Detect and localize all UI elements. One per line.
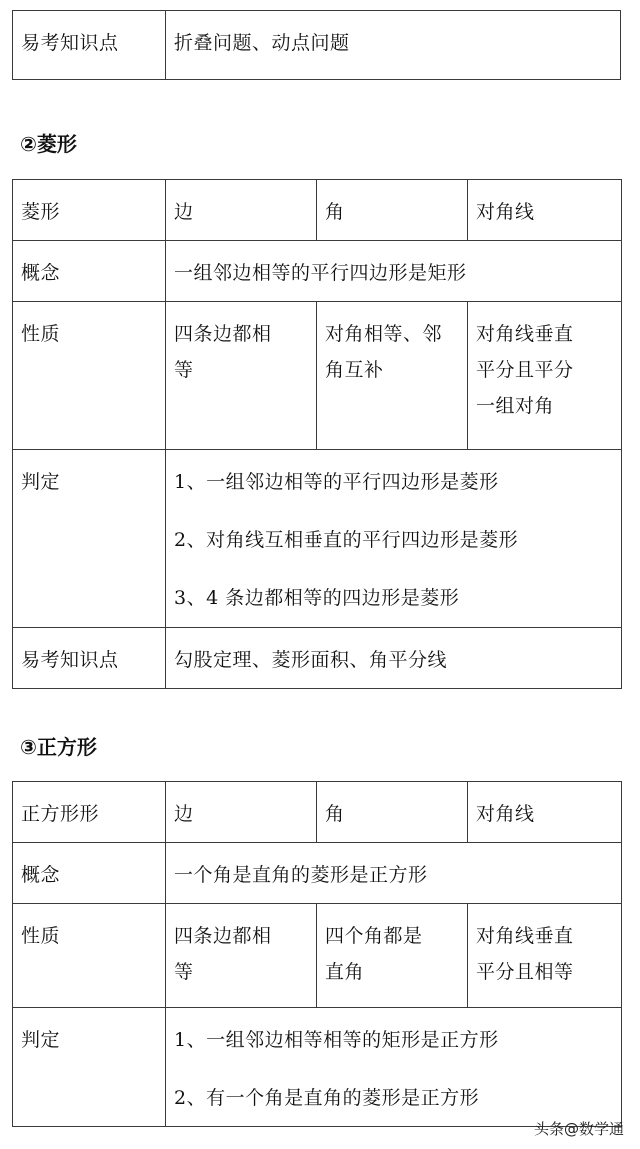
row-label: 性质 (13, 904, 166, 1008)
header-cell: 菱形 (13, 180, 166, 241)
table-row (13, 843, 622, 904)
property-edge (166, 904, 317, 1008)
cell-line: 角互补 (325, 359, 384, 381)
table-row (13, 302, 622, 450)
cell-line: 等 (174, 359, 194, 381)
cell-line: 对角相等、邻 (325, 323, 443, 345)
cell-line: 四个角都是 (325, 925, 423, 947)
row-label: 易考知识点 (13, 628, 166, 689)
table-row (13, 1008, 622, 1127)
cell-line: 等 (174, 961, 194, 983)
list-item: 2、对角线互相垂直的平行四边形是菱形 (174, 529, 519, 551)
cell-line: 平分且相等 (476, 961, 574, 983)
row-value: 一个角是直角的菱形是正方形 (166, 843, 622, 904)
section-heading-rhombus: ②菱形 (20, 132, 77, 156)
row-value: 一组邻边相等的平行四边形是矩形 (166, 241, 622, 302)
list-item: 1、一组邻边相等的平行四边形是菱形 (174, 471, 499, 493)
property-diagonal (468, 904, 622, 1008)
row-label: 判定 (13, 450, 166, 628)
list-item: 3、4 条边都相等的四边形是菱形 (174, 587, 460, 609)
section-heading-square: ③正方形 (20, 735, 97, 759)
table-row (13, 628, 622, 689)
list-item: 1、一组邻边相等相等的矩形是正方形 (174, 1029, 499, 1051)
row-label: 易考知识点 (13, 11, 166, 80)
property-angle (317, 904, 468, 1008)
property-diagonal (468, 302, 622, 450)
cell-line: 一组对角 (476, 395, 555, 417)
cell-line: 四条边都相 (174, 323, 272, 345)
header-cell: 对角线 (468, 782, 622, 843)
header-cell: 正方形形 (13, 782, 166, 843)
row-label: 概念 (13, 241, 166, 302)
top-knowledge-table (12, 10, 621, 80)
header-cell: 角 (317, 782, 468, 843)
cell-line: 四条边都相 (174, 925, 272, 947)
cell-line: 直角 (325, 961, 365, 983)
cell-line: 对角线垂直 (476, 323, 574, 345)
header-cell: 对角线 (468, 180, 622, 241)
table-row (13, 904, 622, 1008)
watermark: 头条@数学通 (533, 1120, 624, 1138)
row-label: 概念 (13, 843, 166, 904)
rhombus-table (12, 179, 622, 689)
property-angle (317, 302, 468, 450)
table-row (13, 11, 621, 80)
table-row (13, 450, 622, 628)
judge-list (166, 1008, 622, 1127)
square-table (12, 781, 622, 1127)
header-cell: 边 (166, 180, 317, 241)
header-cell: 边 (166, 782, 317, 843)
table-row (13, 180, 622, 241)
row-value: 勾股定理、菱形面积、角平分线 (166, 628, 622, 689)
row-label: 性质 (13, 302, 166, 450)
list-item: 2、有一个角是直角的菱形是正方形 (174, 1087, 480, 1109)
row-value: 折叠问题、动点问题 (166, 11, 621, 80)
row-label: 判定 (13, 1008, 166, 1127)
table-row (13, 782, 622, 843)
table-row (13, 241, 622, 302)
cell-line: 平分且平分 (476, 359, 574, 381)
cell-line: 对角线垂直 (476, 925, 574, 947)
property-edge (166, 302, 317, 450)
header-cell: 角 (317, 180, 468, 241)
judge-list (166, 450, 622, 628)
